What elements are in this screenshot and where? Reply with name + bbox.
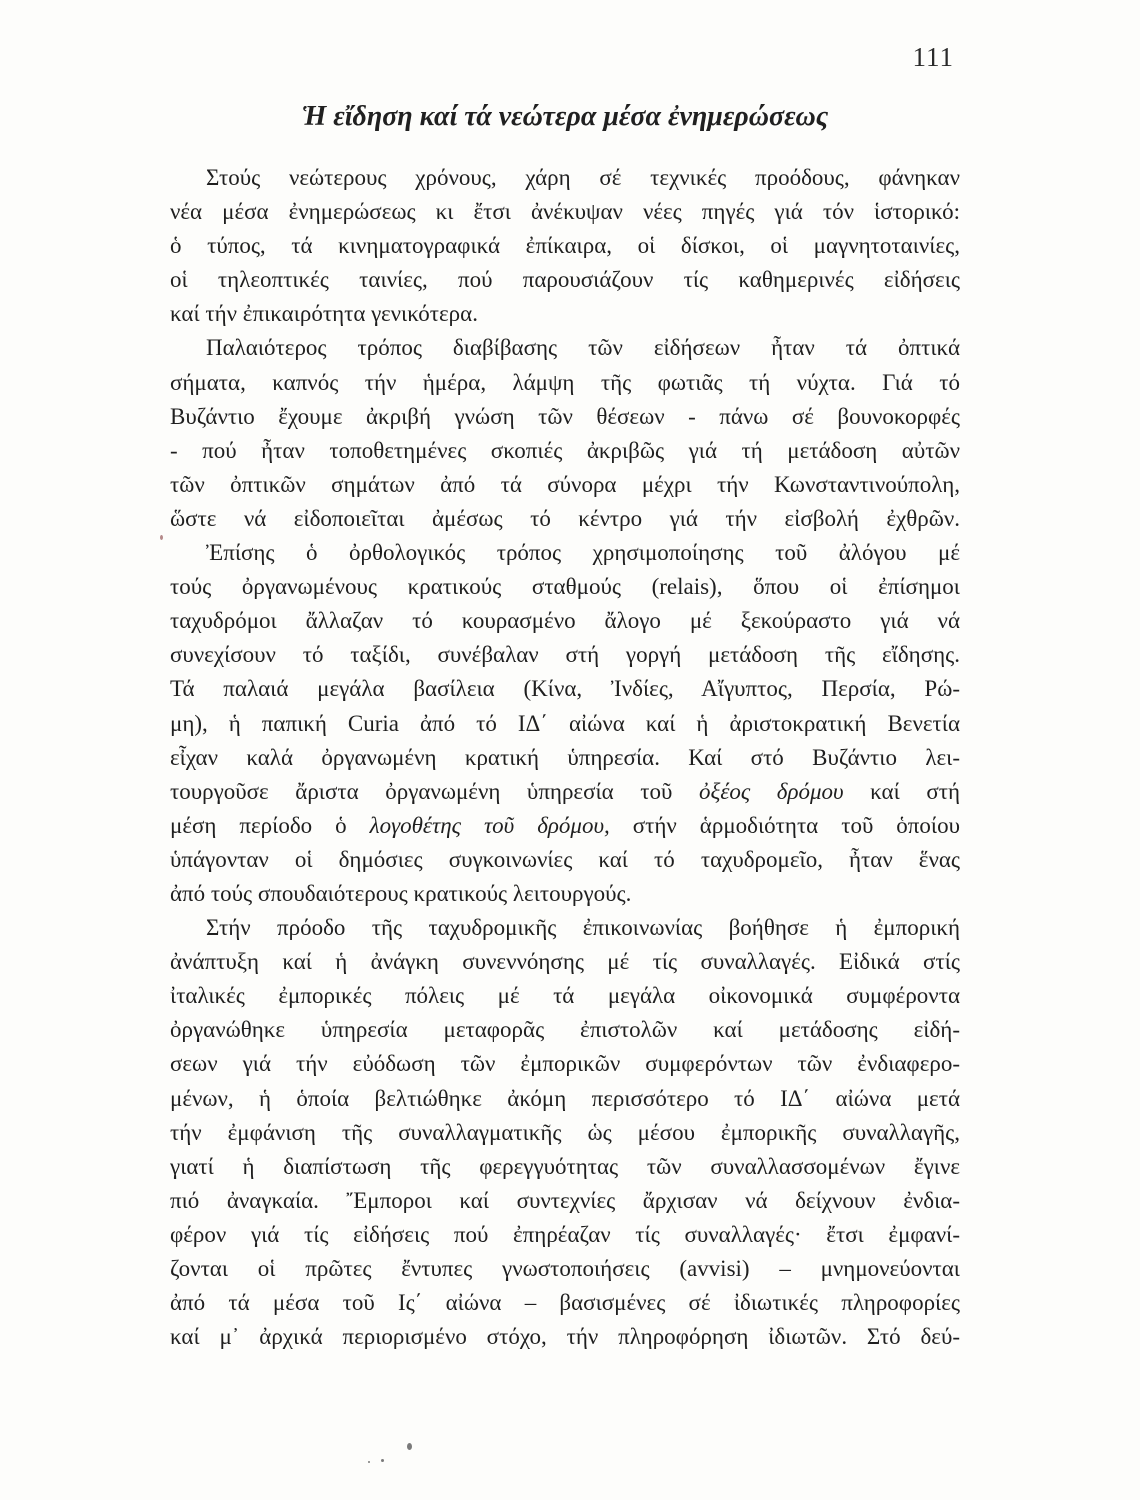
text-line: Ἐπίσης ὁ ὀρθολογικός τρόπος χρησιμοποίησης τοῦ ἀλόγου μέ [206, 540, 960, 566]
ink-speck [381, 1459, 384, 1462]
text-line: μένων, ἡ ὁποία βελτιώθηκε ἀκόμη περισσότερο τό ΙΔ΄ αἰώνα μετά [170, 1085, 960, 1111]
text-line: ἀνάπτυξη καί ἡ ἀνάγκη συνεννόησης μέ τίς συναλλαγές. Εἰδικά στίς [170, 949, 960, 975]
text-line: μη), ἡ παπική Curia ἀπό τό ΙΔ΄ αἰώνα καί ἡ ἀριστοκρατική Βενετία [170, 710, 960, 736]
section-heading: Ἡ εἴδηση καί τά νεώτερα μέσα ἐνημερώσεως [301, 101, 829, 132]
text-line: ἀπό τούς σπουδαιότερους κρατικούς λειτουργούς. [170, 880, 632, 906]
text-line: γιατί ἡ διαπίστωση τῆς φερεγγυότητας τῶν συναλλασσομένων ἔγινε [170, 1153, 960, 1179]
text-line: καί τήν ἐπικαιρότητα γενικότερα. [170, 301, 478, 327]
text-line: ἰταλικές ἐμπορικές πόλεις μέ τά μεγάλα οἰκονομικά συμφέροντα [170, 983, 960, 1009]
text-line: ἀπό τά μέσα τοῦ Ις΄ αἰώνα – βασισμένες σέ ἰδιωτικές πληροφορίες [170, 1290, 960, 1316]
text-line: συνεχίσουν τό ταξίδι, συνέβαλαν στή γοργή μετάδοση τῆς εἴδησης. [170, 642, 960, 668]
body-text [170, 161, 960, 1354]
text-line: Στούς νεώτερους χρόνους, χάρη σέ τεχνικές προόδους, φάνηκαν [206, 165, 960, 190]
text-line: τουργοῦσε ἄριστα ὀργανωμένη ὑπηρεσία τοῦ ὀξέος δρόμου καί στή [170, 778, 960, 804]
text-line: Βυζάντιο ἔχουμε ἀκριβή γνώση τῶν θέσεων - πάνω σέ βουνοκορφές [170, 403, 960, 429]
ink-speck [407, 1443, 412, 1450]
text-line: νέα μέσα ἐνημερώσεως κι ἔτσι ἀνέκυψαν νέες πηγές γιά τόν ἱστορικό: [170, 199, 960, 225]
text-line: Παλαιότερος τρόπος διαβίβασης τῶν εἰδήσεων ἦταν τά ὀπτικά [206, 335, 960, 361]
text-line: τήν ἐμφάνιση τῆς συναλλαγματικῆς ὡς μέσου ἐμπορικῆς συναλλαγῆς, [170, 1119, 960, 1145]
text-line: Τά παλαιά μεγάλα βασίλεια (Κίνα, Ἰνδίες, Αἴγυπτος, Περσία, Ρώ- [170, 676, 960, 702]
text-line: καί μ᾽ ἀρχικά περιορισμένο στόχο, τήν πληροφόρηση ἰδιωτῶν. Στό δεύ- [170, 1324, 960, 1350]
text-line: φέρον γιά τίς εἰδήσεις πού ἐπηρέαζαν τίς συναλλαγές· ἔτσι ἐμφανί- [170, 1221, 960, 1247]
text-line: ὑπάγονταν οἱ δημόσιες συγκοινωνίες καί τό ταχυδρομεῖο, ἦταν ἕνας [170, 846, 960, 872]
text-line: ὁ τύπος, τά κινηματογραφικά ἐπίκαιρα, οἱ δίσκοι, οἱ μαγνητοταινίες, [170, 233, 960, 259]
text-line: τούς ὀργανωμένους κρατικούς σταθμούς (relais), ὅπου οἱ ἐπίσημοι [170, 574, 960, 600]
ink-speck [368, 1461, 370, 1463]
text-line: πιό ἀναγκαία. Ἔμποροι καί συντεχνίες ἄρχισαν νά δείχνουν ἐνδια- [170, 1187, 960, 1213]
text-line: σεων γιά τήν εὐόδωση τῶν ἐμπορικῶν συμφερόντων τῶν ἐνδιαφερο- [170, 1051, 960, 1077]
ink-speck [160, 535, 163, 540]
page-number: 111 [912, 42, 954, 72]
text-line: σήματα, καπνός τήν ἡμέρα, λάμψη τῆς φωτιᾶς τή νύχτα. Γιά τό [170, 369, 960, 395]
italic-term: ὀξέος δρόμου [698, 778, 844, 804]
text-line: ὥστε νά εἰδοποιεῖται ἀμέσως τό κέντρο γιά τήν εἰσβολή ἐχθρῶν. [170, 505, 960, 531]
text-line: - πού ἦταν τοποθετημένες σκοπιές ἀκριβῶς γιά τή μετάδοση αὐτῶν [170, 437, 960, 463]
text-line: μέση περίοδο ὁ λογοθέτης τοῦ δρόμου, στήν ἁρμοδιότητα τοῦ ὁποίου [170, 812, 960, 838]
text-line: ὀργανώθηκε ὑπηρεσία μεταφορᾶς ἐπιστολῶν καί μετάδοσης εἰδή- [170, 1017, 960, 1043]
text-line: οἱ τηλεοπτικές ταινίες, πού παρουσιάζουν τίς καθημερινές εἰδήσεις [170, 267, 960, 293]
text-line: ζονται οἱ πρῶτες ἔντυπες γνωστοποιήσεις (avvisi) – μνημονεύονται [170, 1256, 960, 1281]
text-line: Στήν πρόοδο τῆς ταχυδρομικῆς ἐπικοινωνίας βοήθησε ἡ ἐμπορική [206, 915, 960, 941]
text-line: τῶν ὀπτικῶν σημάτων ἀπό τά σύνορα μέχρι τήν Κωνσταντινούπολη, [170, 471, 960, 497]
text-line: ταχυδρόμοι ἄλλαζαν τό κουρασμένο ἄλογο μέ ξεκούραστο γιά νά [170, 608, 960, 634]
text-line: εἶχαν καλά ὀργανωμένη κρατική ὑπηρεσία. Καί στό Βυζάντιο λει- [170, 744, 960, 770]
italic-term: λογοθέτης τοῦ δρόμου, [369, 812, 610, 838]
